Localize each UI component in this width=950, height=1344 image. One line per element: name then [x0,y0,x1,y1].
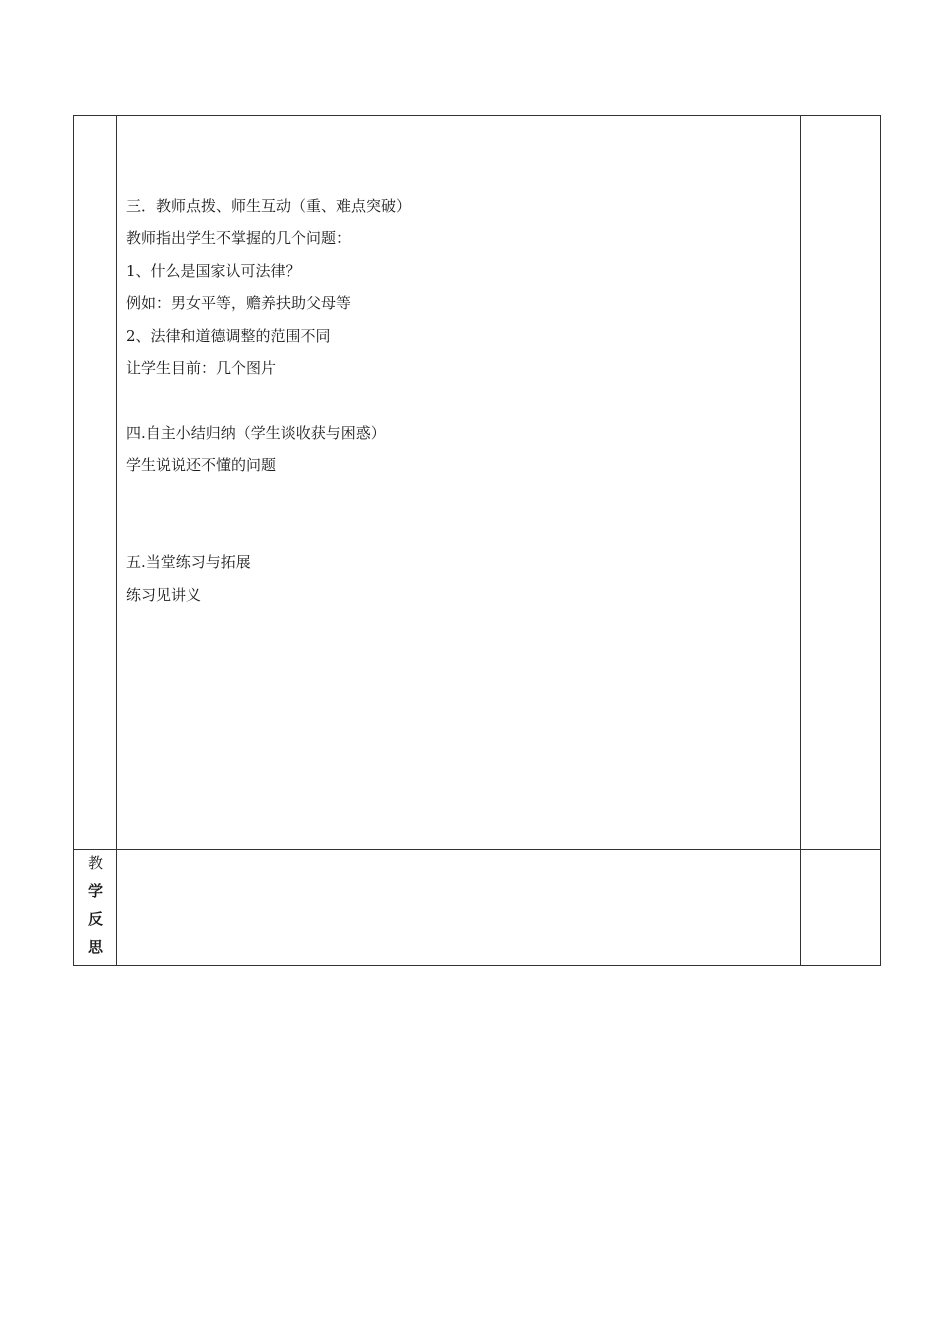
reflection-char: 思 [87,938,103,956]
section4-text: 学生说说还不懂的问题 [126,456,277,475]
section4-title: 四.自主小结归纳（学生谈收获与困惑） [126,423,386,442]
lesson-content [126,190,796,611]
section5-title: 五.当堂练习与拓展 [126,553,251,572]
section3-title: 三．教师点拨、师生互动（重、难点突破） [126,197,412,215]
row-divider [74,849,880,850]
column-divider-right [800,116,801,965]
section5-text: 练习见讲义 [126,585,202,604]
item-2-note: 让学生目前：几个图片 [126,358,277,377]
teaching-reflection-label [74,849,117,961]
reflection-char: 教 [87,854,103,872]
column-divider-left [116,116,117,965]
item-1-example: 例如：男女平等，赡养扶助父母等 [126,294,352,313]
section3-intro: 教师指出学生不掌握的几个问题： [126,229,352,248]
item-2: 2、法律和道德调整的范围不同 [126,326,331,345]
reflection-char: 学 [87,882,103,900]
item-1: 1、什么是国家认可法律？ [126,261,301,280]
reflection-char: 反 [87,910,103,928]
lesson-plan-table [73,115,881,966]
